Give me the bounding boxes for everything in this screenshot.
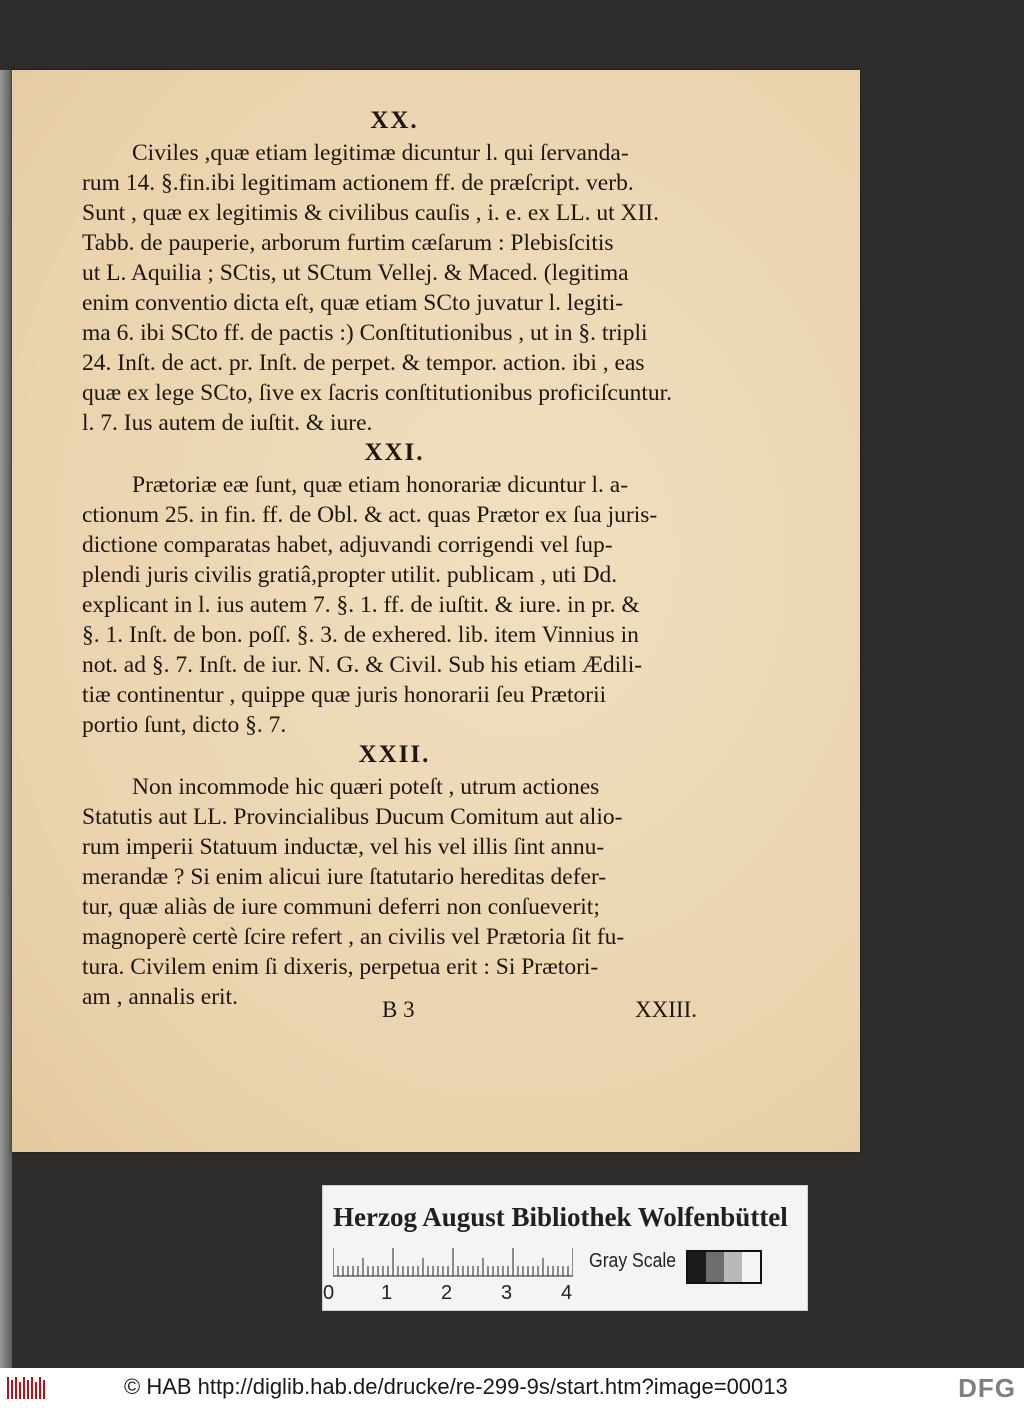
text-line: l. 7. Ius autem de iuſtit. & iure. <box>82 410 373 436</box>
grayscale-swatches <box>686 1250 762 1284</box>
text-line: not. ad §. 7. Inſt. de iur. N. G. & Civil. Sub his etiam Ædili- <box>82 652 643 678</box>
ruler-icon <box>333 1246 573 1278</box>
text-line: tura. Civilem enim ſi dixeris, perpetua erit : Si Prætori- <box>82 954 599 980</box>
text-line: Statutis aut LL. Provincialibus Ducum Comitum aut alio- <box>82 804 623 830</box>
grayscale-swatch <box>724 1252 742 1282</box>
section-heading-xx: XX. <box>370 107 419 134</box>
barcode-icon <box>6 1374 48 1402</box>
ruler-label: 2 <box>441 1282 453 1304</box>
text-line: explicant in l. ius autem 7. §. 1. ff. de iuſtit. & iure. in pr. & <box>82 592 640 618</box>
text-line: Prætoriæ eæ ſunt, quæ etiam honorariæ dicuntur l. a- <box>132 472 629 498</box>
text-line: merandæ ? Si enim alicui iure ſtatutario hereditas defer- <box>82 864 607 890</box>
ruler-label: 4 <box>561 1282 573 1304</box>
text-line: Civiles ,quæ etiam legitimæ dicuntur l. qui ſervanda- <box>132 140 629 166</box>
text-line: tur, quæ aliàs de iure communi deferri non conſueverit; <box>82 894 600 920</box>
section-paragraph-xx <box>82 138 707 438</box>
ruler-label: 3 <box>501 1282 513 1304</box>
ruler-label: 1 <box>381 1282 393 1304</box>
library-name: Herzog August Bibliothek Wolfenbüttel <box>333 1202 788 1232</box>
page-text <box>82 106 707 1012</box>
dfg-logo: DFG <box>958 1373 1016 1403</box>
text-line: §. 1. Inſt. de bon. poſſ. §. 3. de exhered. lib. item Vinnius in <box>82 622 639 648</box>
section-paragraph-xxii <box>82 772 707 1012</box>
text-line: Sunt , quæ ex legitimis & civilibus cauſis , i. e. ex LL. ut XII. <box>82 200 659 226</box>
text-line: ma 6. ibi SCto ff. de pactis :) Conſtitutionibus , ut in §. tripli <box>82 320 648 346</box>
book-page <box>12 70 860 1152</box>
text-line: plendi juris civilis gratiâ,propter utilit. publicam , uti Dd. <box>82 562 618 588</box>
text-line: rum 14. §.fin.ibi legitimam actionem ff. de præſcript. verb. <box>82 170 634 196</box>
text-line: tiæ continentur , quippe quæ juris honorarii ſeu Prætorii <box>82 682 607 708</box>
section-heading-xxii: XXII. <box>358 741 431 768</box>
grayscale-swatch <box>706 1252 724 1282</box>
text-line: Tabb. de pauperie, arborum furtim cæſarum : Plebisſcitis <box>82 230 614 256</box>
text-line: magnoperè certè ſcire refert , an civilis vel Prætoria ſit fu- <box>82 924 625 950</box>
grayscale-swatch <box>742 1252 760 1282</box>
text-line: Non incommode hic quæri poteſt , utrum actiones <box>132 774 600 800</box>
text-line: portio ſunt, dicto §. 7. <box>82 712 287 738</box>
library-scale-card <box>322 1185 808 1311</box>
grayscale-swatch <box>688 1252 706 1282</box>
viewer-footer-bar <box>0 1368 1024 1408</box>
grayscale-label: Gray Scale <box>589 1250 677 1272</box>
text-line: ut L. Aquilia ; SCtis, ut SCtum Vellej. & Maced. (legitima <box>82 260 629 286</box>
signature-mark: B 3 <box>382 997 415 1022</box>
text-line: quæ ex lege SCto, ſive ex ſacris conſtitutionibus proficiſcuntur. <box>82 380 673 406</box>
text-line: rum imperii Statuum inductæ, vel his vel illis ſint annu- <box>82 834 605 860</box>
section-heading-xxi: XXI. <box>364 439 425 466</box>
text-line: 24. Inſt. de act. pr. Inſt. de perpet. & tempor. action. ibi , eas <box>82 350 645 376</box>
copyright-link[interactable]: © HAB http://diglib.hab.de/drucke/re-299-9s/start.htm?image=00013 <box>124 1374 788 1399</box>
text-line: dictione comparatas habet, adjuvandi corrigendi vel ſup- <box>82 532 613 558</box>
ruler-label: 0 <box>323 1282 335 1304</box>
page-edge-strip <box>0 70 12 1368</box>
text-line: am , annalis erit. <box>82 984 238 1010</box>
section-paragraph-xxi <box>82 470 707 740</box>
text-line: ctionum 25. in fin. ff. de Obl. & act. quas Prætor ex ſua juris- <box>82 502 658 528</box>
catchword: XXIII. <box>635 997 697 1022</box>
text-line: enim conventio dicta eſt, quæ etiam SCto juvatur l. legiti- <box>82 290 624 316</box>
